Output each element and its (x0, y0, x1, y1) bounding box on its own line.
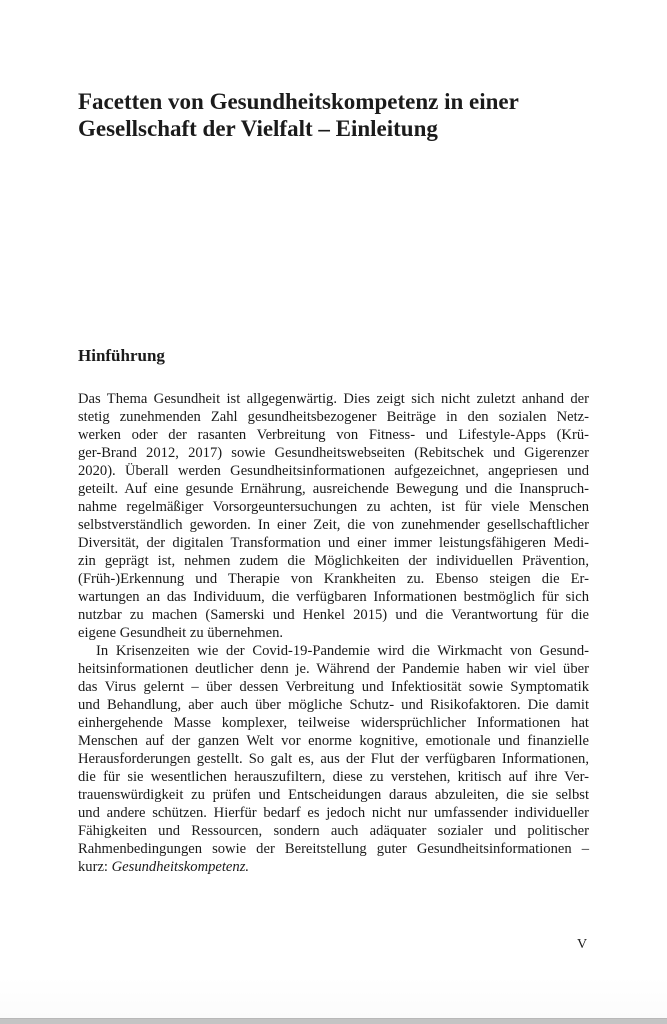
page-number: V (577, 937, 588, 952)
text-line: nutzbar zu machen (Samerski und Henkel 2015) und die Verantwortung für die (78, 607, 589, 623)
paragraph-2 (78, 642, 589, 876)
text-line: trauenswürdigkeit zu prüfen und Entscheidungen daraus abzuleiten, die sie selbst (78, 787, 589, 803)
chapter-title-line-2: Gesellschaft der Vielfalt – Einleitung (78, 116, 438, 141)
text-line: selbstverständlich geworden. In einer Zeit, die von zunehmender gesellschaftlicher (78, 517, 589, 533)
text-line: Das Thema Gesundheit ist allgegenwärtig. Dies zeigt sich nicht zuletzt anhand der (78, 391, 589, 407)
text-line: heitsinformationen deutlicher denn je. Während der Pandemie haben wir viel über (78, 661, 589, 677)
text-line: Herausforderungen gestellt. So galt es, aus der Flut der verfügbaren Informationen, (78, 751, 589, 767)
text-line-final (78, 858, 589, 876)
text-line: nahme regelmäßiger Vorsorgeuntersuchungen zu achten, ist für viele Menschen (78, 499, 589, 515)
text-line: die für sie wesentlichen herauszufiltern, diese zu verstehen, kritisch auf ihre Ver- (78, 769, 589, 785)
chapter-title (78, 88, 598, 142)
final-line-prefix: kurz: (78, 859, 112, 875)
text-line: zin geprägt ist, nehmen zudem die Möglichkeiten der individuellen Prävention, (78, 553, 589, 569)
text-line: geteilt. Auf eine gesunde Ernährung, ausreichende Bewegung und die Inanspruch- (78, 481, 589, 497)
section-heading: Hinführung (78, 346, 165, 365)
viewer-bottom-edge (0, 1018, 667, 1024)
text-line: (Früh-)Erkennung und Therapie von Krankheiten zu. Ebenso steigen die Er- (78, 571, 589, 587)
text-line: wartungen an das Individuum, die verfügbaren Informationen bestmöglich für sich (78, 589, 589, 605)
text-line: und andere schützen. Hierfür bedarf es jedoch nicht nur umfassender individueller (78, 805, 589, 821)
text-line: In Krisenzeiten wie der Covid-19-Pandemie wird die Wirkmacht von Gesund- (96, 643, 589, 659)
text-line: und Behandlung, aber auch über mögliche Schutz- und Risikofaktoren. Die damit (78, 697, 589, 713)
emphasized-term: Gesundheitskompetenz. (111, 859, 250, 875)
text-line: werken oder der rasanten Verbreitung von Fitness- und Lifestyle-Apps (Krü- (78, 427, 589, 443)
paragraph-1 (78, 390, 589, 642)
text-line: 2020). Überall werden Gesundheitsinformationen aufgezeichnet, angepriesen und (78, 463, 589, 479)
text-line: einhergehende Masse komplexer, teilweise widersprüchlicher Informationen hat (78, 715, 589, 731)
text-line: das Virus gelernt – über dessen Verbreitung und Infektiosität sowie Symptomatik (78, 679, 589, 695)
text-line: stetig zunehmenden Zahl gesundheitsbezogener Beiträge in den sozialen Netz- (78, 409, 589, 425)
text-line: ger-Brand 2012, 2017) sowie Gesundheitswebseiten (Rebitschek und Gigerenzer (78, 445, 589, 461)
text-line: Fähigkeiten und Ressourcen, sondern auch adäquater sozialer und politischer (78, 823, 589, 839)
text-line: Diversität, der digitalen Transformation und einer immer leistungsfähigeren Medi- (78, 535, 589, 551)
text-line: Menschen auf der ganzen Welt vor enorme kognitive, emotionale und finanzielle (78, 733, 589, 749)
chapter-title-line-1: Facetten von Gesundheitskompetenz in einer (78, 89, 519, 114)
text-line: eigene Gesundheit zu übernehmen. (78, 625, 284, 641)
text-line: Rahmenbedingungen sowie der Bereitstellung guter Gesundheitsinformationen – (78, 841, 589, 857)
body-text (78, 390, 589, 876)
